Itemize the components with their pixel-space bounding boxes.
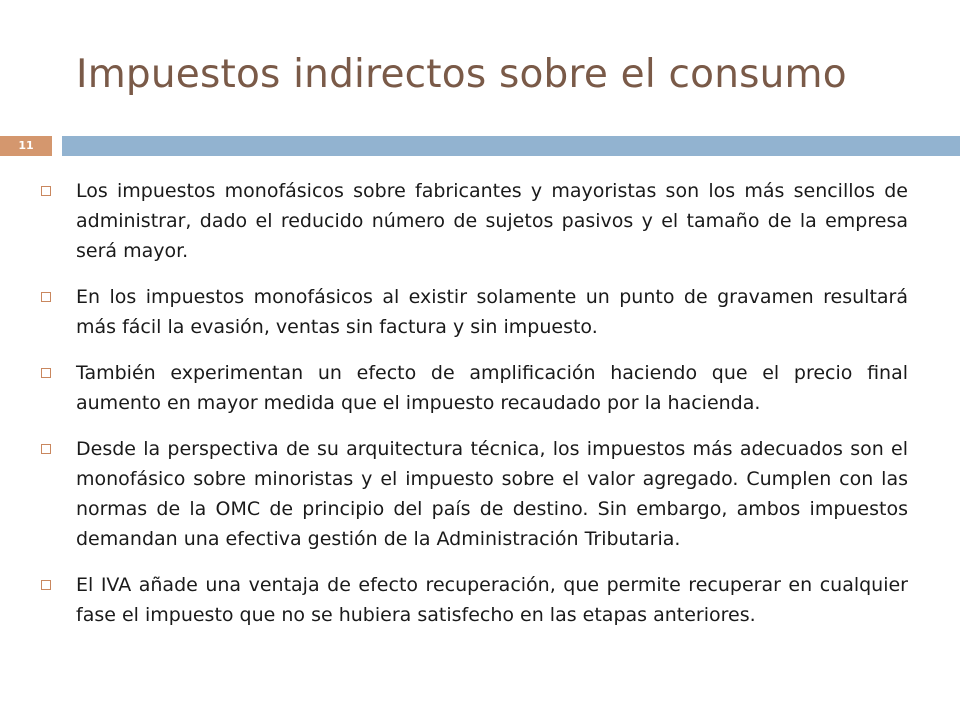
bullet-item [32, 176, 908, 266]
bullet-item [32, 570, 908, 630]
slide-number: 11 [18, 139, 34, 152]
bullet-text: Desde la perspectiva de su arquitectura técnica, los impuestos más adecuados son el monofásico sobre minoristas y el impuesto sobre el valor agregado. Cumplen con las normas de la OMC de principio del país de destino. Sin embargo, ambos impuestos demandan una efectiva gestión de la Administración Tributaria. [76, 438, 908, 550]
bullet-text: Los impuestos monofásicos sobre fabricantes y mayoristas son los más sencillos de administrar, dado el reducido número de sujetos pasivos y el tamaño de la empresa será mayor. [76, 180, 908, 262]
bullet-text: También experimentan un efecto de amplificación haciendo que el precio final aumento en mayor medida que el impuesto recaudado por la hacienda. [76, 362, 908, 414]
bullet-list [32, 176, 908, 646]
bullet-text: En los impuestos monofásicos al existir solamente un punto de gravamen resultará más fácil la evasión, ventas sin factura y sin impuesto. [76, 286, 908, 338]
header-bar [0, 136, 960, 156]
hollow-square-bullet-icon [41, 186, 51, 196]
bullet-item [32, 282, 908, 342]
slide-title: Impuestos indirectos sobre el consumo [76, 52, 847, 97]
accent-bar [62, 136, 960, 156]
hollow-square-bullet-icon [41, 292, 51, 302]
bullet-item [32, 434, 908, 554]
hollow-square-bullet-icon [41, 580, 51, 590]
hollow-square-bullet-icon [41, 444, 51, 454]
bullet-item [32, 358, 908, 418]
bullet-text: El IVA añade una ventaja de efecto recuperación, que permite recuperar en cualquier fase el impuesto que no se hubiera satisfecho en las etapas anteriores. [76, 574, 908, 626]
hollow-square-bullet-icon [41, 368, 51, 378]
